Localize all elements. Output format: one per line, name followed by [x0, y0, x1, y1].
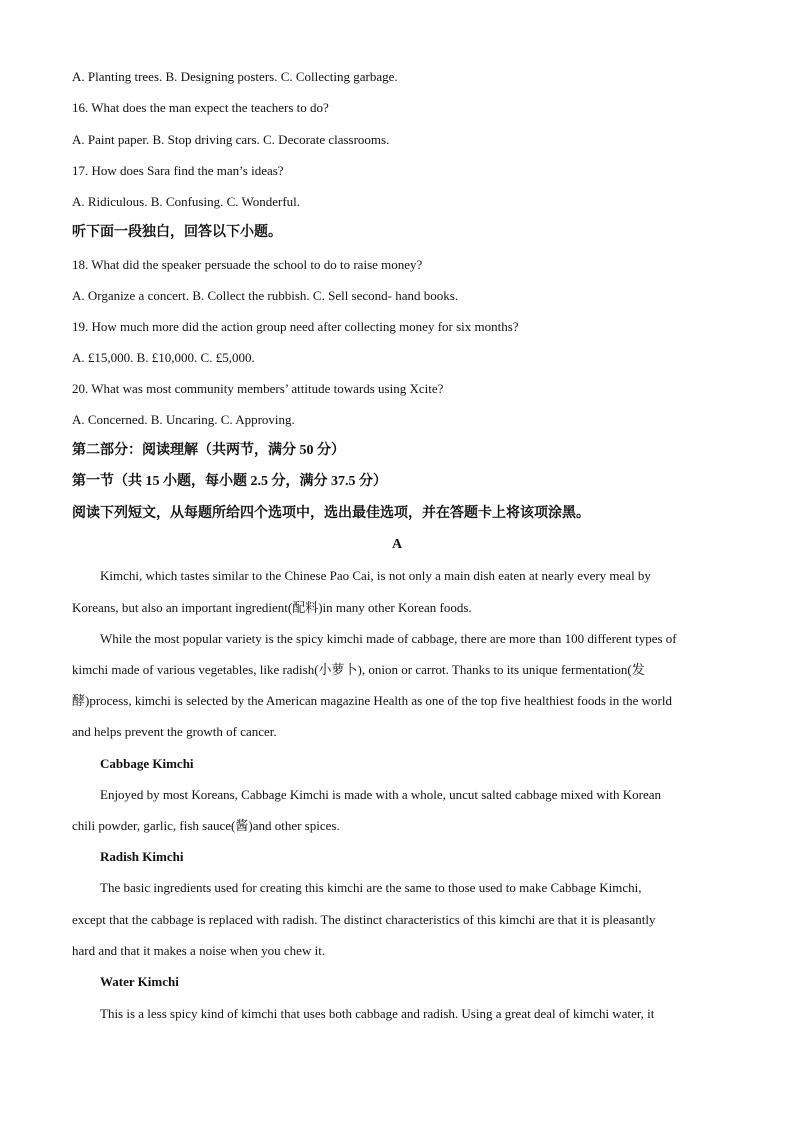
q16-question: 16. What does the man expect the teachers to do?: [72, 100, 329, 115]
reading-section-heading: 第一节（共 15 小题，每小题 2.5 分，满分 37.5 分）: [72, 474, 387, 489]
passage-line: and helps prevent the growth of cancer.: [72, 724, 277, 739]
q16-options: A. Paint paper. B. Stop driving cars. C. Decorate classrooms.: [72, 132, 390, 147]
passage-line: Enjoyed by most Koreans, Cabbage Kimchi is made with a whole, uncut salted cabbage mixed with Korean: [100, 787, 662, 802]
reading-part-heading: 第二部分：阅读理解（共两节，满分 50 分）: [72, 443, 345, 458]
q20-question: 20. What was most community members’ attitude towards using Xcite?: [72, 381, 444, 396]
q19-question: 19. How much more did the action group need after collecting money for six months?: [72, 319, 519, 334]
q20-options: A. Concerned. B. Uncaring. C. Approving.: [72, 412, 295, 427]
subheading-water-kimchi: Water Kimchi: [100, 974, 179, 989]
subheading-radish-kimchi: Radish Kimchi: [100, 849, 184, 864]
q15-options: A. Planting trees. B. Designing posters. C. Collecting garbage.: [72, 69, 398, 84]
passage-line: chili powder, garlic, fish sauce(酱)and other spices.: [72, 818, 340, 833]
passage-line: Kimchi, which tastes similar to the Chinese Pao Cai, is not only a main dish eaten at nearly every meal by: [100, 568, 651, 583]
passage-line: Koreans, but also an important ingredient(配料)in many other Korean foods.: [72, 600, 472, 615]
passage-line: While the most popular variety is the spicy kimchi made of cabbage, there are more than 100 different types of: [100, 631, 677, 646]
q19-options: A. £15,000. B. £10,000. C. £5,000.: [72, 350, 255, 365]
q18-question: 18. What did the speaker persuade the school to do to raise money?: [72, 257, 423, 272]
passage-line: except that the cabbage is replaced with radish. The distinct characteristics of this kimchi are that it is pleasantly: [72, 912, 656, 927]
passage-line: kimchi made of various vegetables, like radish(小萝卜), onion or carrot. Thanks to its unique fermentation(发: [72, 662, 645, 677]
passage-label: A: [391, 537, 403, 552]
passage-line: hard and that it makes a noise when you chew it.: [72, 943, 326, 958]
q17-options: A. Ridiculous. B. Confusing. C. Wonderful.: [72, 194, 301, 209]
passage-line: 酵)process, kimchi is selected by the American magazine Health as one of the top five healthiest foods in the world: [72, 693, 672, 708]
q17-question: 17. How does Sara find the man’s ideas?: [72, 163, 284, 178]
passage-line: The basic ingredients used for creating this kimchi are the same to those used to make Cabbage Kimchi,: [100, 880, 642, 895]
passage-line: This is a less spicy kind of kimchi that uses both cabbage and radish. Using a great deal of kimchi water, it: [100, 1006, 655, 1021]
reading-instruction: 阅读下列短文，从每题所给四个选项中，选出最佳选项，并在答题卡上将该项涂黑。: [72, 506, 590, 521]
subheading-cabbage-kimchi: Cabbage Kimchi: [100, 756, 194, 771]
q18-options: A. Organize a concert. B. Collect the rubbish. C. Sell second- hand books.: [72, 288, 459, 303]
monologue-heading: 听下面一段独白，回答以下小题。: [72, 225, 282, 240]
